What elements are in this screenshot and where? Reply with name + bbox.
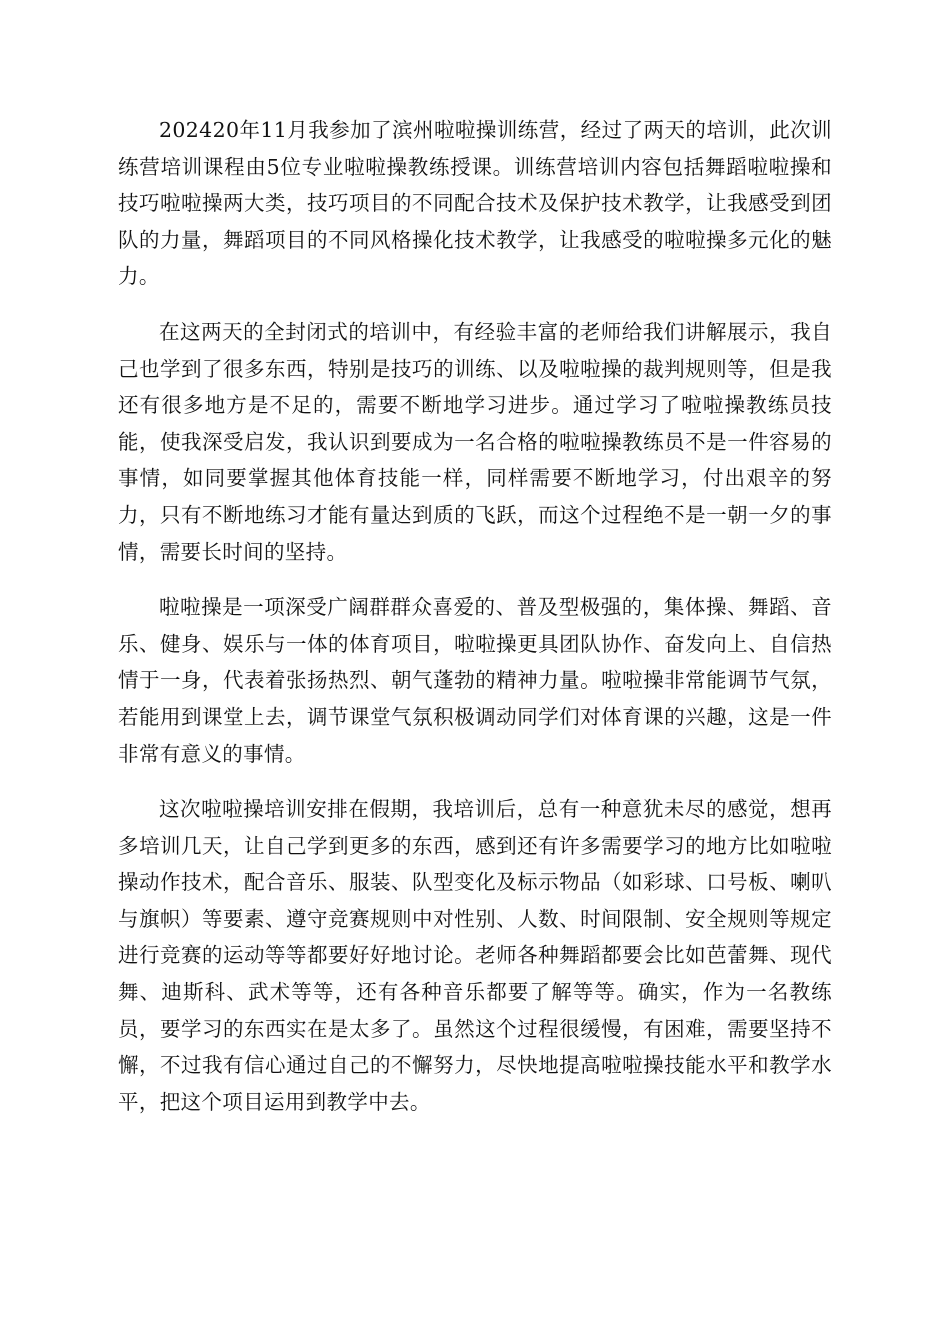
paragraph-1: 202420年11月我参加了滨州啦啦操训练营，经过了两天的培训，此次训练营培训课程由5位专业啦啦操教练授课。训练营培训内容包括舞蹈啦啦操和技巧啦啦操两大类，技巧项目的不同配合技术及保护技术教学，让我感受到团队的力量，舞蹈项目的不同风格操化技术教学，让我感受的啦啦操多元化的魅力。 (118, 118, 832, 289)
paragraph-3: 啦啦操是一项深受广阔群群众喜爱的、普及型极强的，集体操、舞蹈、音乐、健身、娱乐与一体的体育项目，啦啦操更具团队协作、奋发向上、自信热情于一身，代表着张扬热烈、朝气蓬勃的精神力量。啦啦操非常能调节气氛，若能用到课堂上去，调节课堂气氛积极调动同学们对体育课的兴趣，这是一件非常有意义的事情。 (118, 595, 832, 766)
paragraph-4: 这次啦啦操培训安排在假期，我培训后，总有一种意犹未尽的感觉，想再多培训几天，让自己学到更多的东西，感到还有许多需要学习的地方比如啦啦操动作技术，配合音乐、服装、队型变化及标示物品（如彩球、口号板、喇叭与旗帜）等要素、遵守竞赛规则中对性别、人数、时间限制、安全规则等规定进行竞赛的运动等等都要好好地讨论。老师各种舞蹈都要会比如芭蕾舞、现代舞、迪斯科、武术等等，还有各种音乐都要了解等等。确实，作为一名教练员，要学习的东西实在是太多了。虽然这个过程很缓慢，有困难，需要坚持不懈，不过我有信心通过自己的不懈努力，尽快地提高啦啦操技能水平和教学水平，把这个项目运用到教学中去。 (118, 797, 832, 1114)
paragraph-2: 在这两天的全封闭式的培训中，有经验丰富的老师给我们讲解展示，我自己也学到了很多东西，特别是技巧的训练、以及啦啦操的裁判规则等，但是我还有很多地方是不足的，需要不断地学习进步。通过学习了啦啦操教练员技能，使我深受启发，我认识到要成为一名合格的啦啦操教练员不是一件容易的事情，如同要掌握其他体育技能一样，同样需要不断地学习，付出艰辛的努力，只有不断地练习才能有量达到质的飞跃，而这个过程绝不是一朝一夕的事情，需要长时间的坚持。 (118, 319, 832, 564)
document-body (118, 112, 832, 1139)
